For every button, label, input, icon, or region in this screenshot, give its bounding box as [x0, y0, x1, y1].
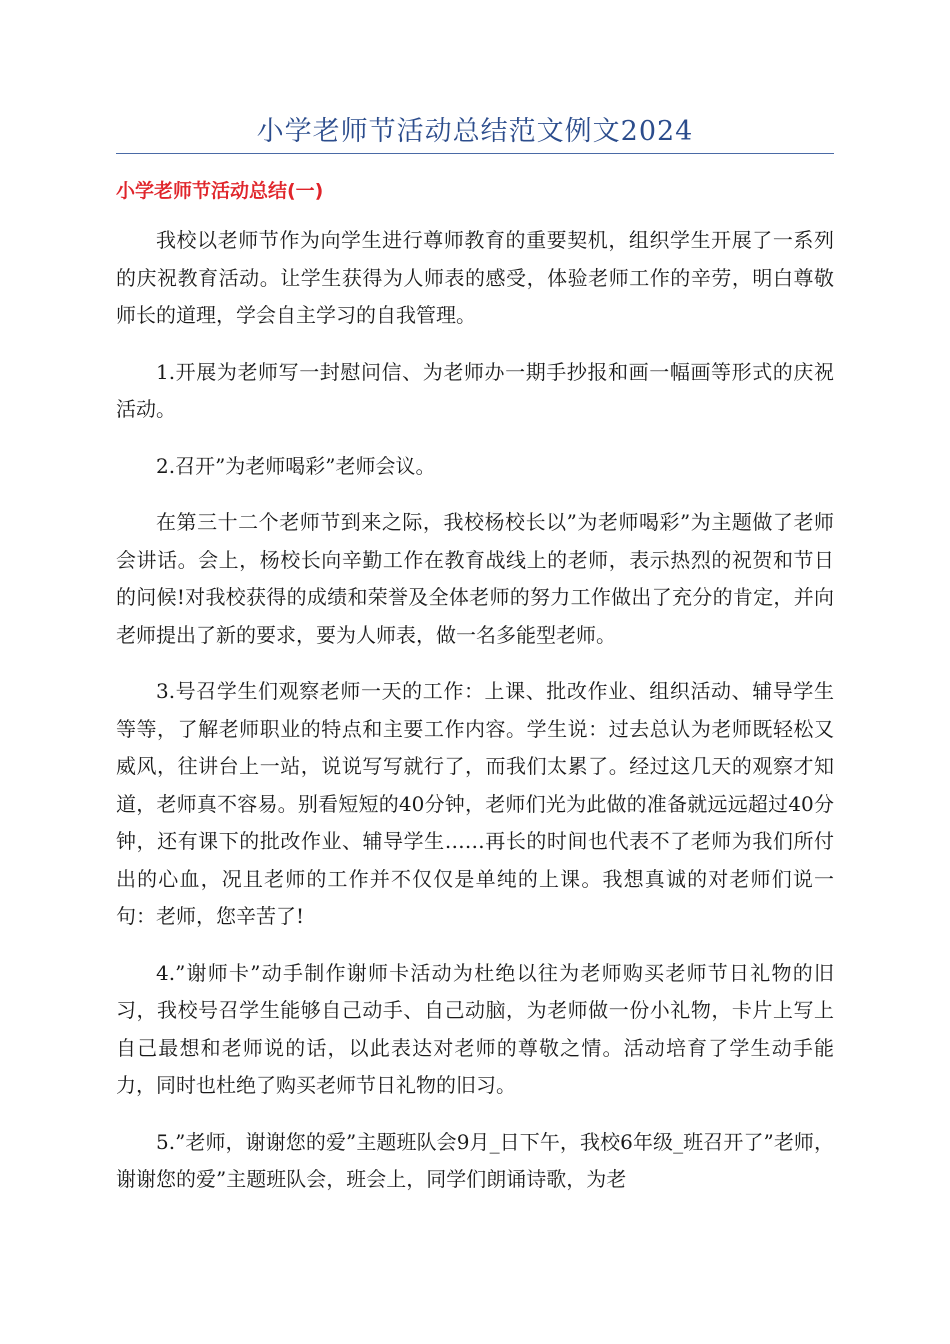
paragraph-item-2: 2.召开”为老师喝彩”老师会议。 — [156, 453, 436, 478]
document-body — [116, 222, 834, 1218]
section-heading: 小学老师节活动总结(一) — [116, 180, 324, 202]
paragraph-item-1: 1.开展为老师写一封慰问信、为老师办一期手抄报和画一幅画等形式的庆祝活动。 — [116, 359, 834, 421]
paragraph-item-5: 5.”老师，谢谢您的爱”主题班队会9月_日下午，我校6年级_班召开了”老师，谢谢您的爱”主题班队会，班会上，同学们朗诵诗歌，为老 — [116, 1129, 834, 1191]
paragraph-item-3: 3.号召学生们观察老师一天的工作：上课、批改作业、组织活动、辅导学生等等，了解老师职业的特点和主要工作内容。学生说：过去总认为老师既轻松又威风，往讲台上一站，说说写写就行了，而我们太累了。经过这几天的观察才知道，老师真不容易。别看短短的40分钟，老师们光为此做的准备就远远超过40分钟，还有课下的批改作业、辅导学生……再长的时间也代表不了老师为我们所付出的心血，况且老师的工作并不仅仅是单纯的上课。我想真诚的对老师们说一句：老师，您辛苦了! — [116, 679, 834, 928]
paragraph-item-4: 4.”谢师卡”动手制作谢师卡活动为杜绝以往为老师购买老师节日礼物的旧习，我校号召学生能够自己动手、自己动脑，为老师做一份小礼物，卡片上写上自己最想和老师说的话，以此表达对老师的尊敬之情。活动培育了学生动手能力，同时也杜绝了购买老师节日礼物的旧习。 — [116, 960, 834, 1097]
title-underline — [116, 153, 834, 154]
document-title: 小学老师节活动总结范文例文2024 — [256, 116, 694, 147]
paragraph-speech: 在第三十二个老师节到来之际，我校杨校长以”为老师喝彩”为主题做了老师会讲话。会上，杨校长向辛勤工作在教育战线上的老师，表示热烈的祝贺和节日的问候!对我校获得的成绩和荣誉及全体老师的努力工作做出了充分的肯定，并向老师提出了新的要求，要为人师表，做一名多能型老师。 — [116, 510, 834, 647]
paragraph-intro: 我校以老师节作为向学生进行尊师教育的重要契机，组织学生开展了一系列的庆祝教育活动。让学生获得为人师表的感受，体验老师工作的辛劳，明白尊敬师长的道理，学会自主学习的自我管理。 — [116, 228, 834, 327]
